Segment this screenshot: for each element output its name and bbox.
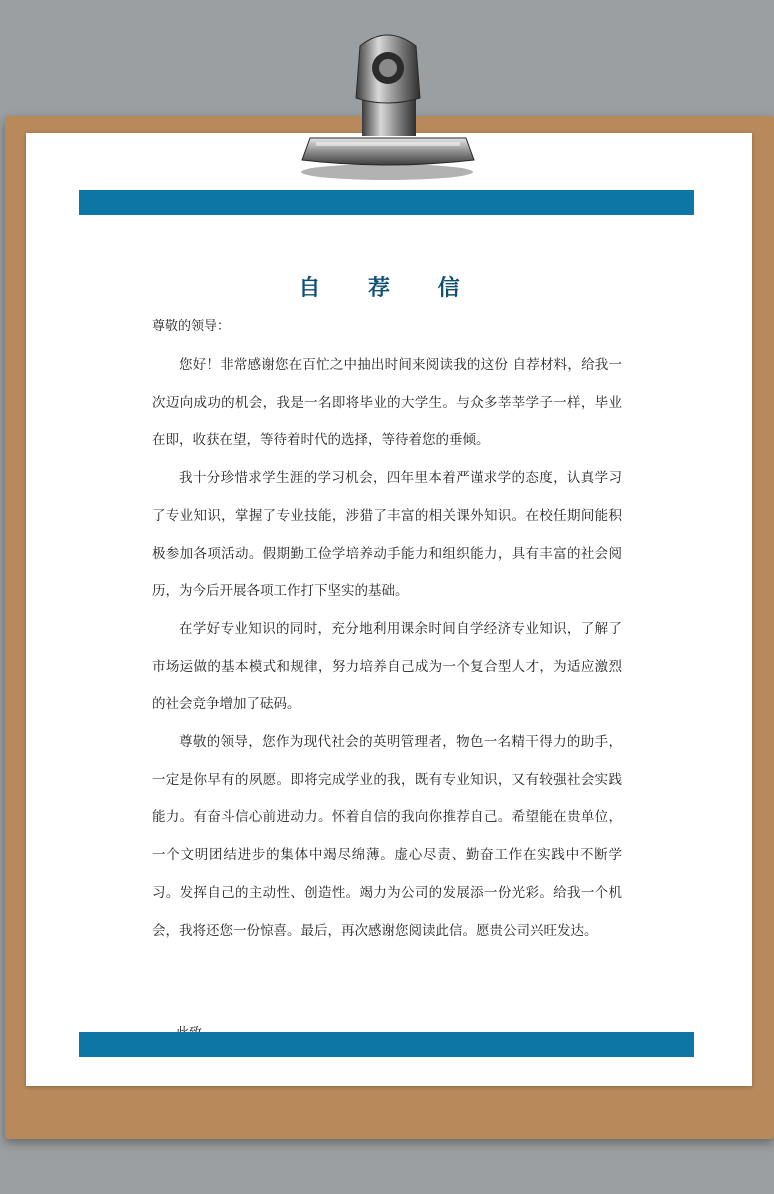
letter-body [152, 347, 622, 950]
footer-band [79, 1032, 694, 1057]
header-band [79, 190, 694, 215]
letter-title: 自 荐 信 [298, 275, 480, 301]
binder-clip-icon [292, 26, 482, 186]
letter-paper [26, 133, 752, 1086]
paragraph: 您好！非常感谢您在百忙之中抽出时间来阅读我的这份 自荐材料，给我一次迈向成功的机会，我是一名即将毕业的大学生。与众多莘莘学子一样，毕业在即，收获在望，等待着时代的选择，等待着您的垂倾。 [152, 357, 622, 449]
paragraph: 尊敬的领导，您作为现代社会的英明管理者，物色一名精干得力的助手，一定是你早有的夙愿。即将完成学业的我，既有专业知识，又有较强社会实践能力。有奋斗信心前进动力。怀着自信的我向你推荐自己。希望能在贵单位，一个文明团结进步的集体中竭尽绵薄。虚心尽责、勤奋工作在实践中不断学习。发挥自己的主动性、创造性。竭力为公司的发展添一份光彩。给我一个机会，我将还您一份惊喜。最后，再次感谢您阅读此信。愿贵公司兴旺发达。 [152, 734, 622, 939]
paragraph: 在学好专业知识的同时，充分地利用课余时间自学经济专业知识，了解了市场运做的基本模式和规律，努力培养自己成为一个复合型人才，为适应激烈的社会竞争增加了砝码。 [152, 620, 622, 713]
paragraph: 我十分珍惜求学生涯的学习机会，四年里本着严谨求学的态度，认真学习了专业知识，掌握了专业技能，涉猎了丰富的相关课外知识。在校任期间能积极参加各项活动。假期勤工俭学培养动手能力和组织能力，具有丰富的社会阅历，为今后开展各项工作打下坚实的基础。 [152, 470, 622, 600]
salutation: 尊敬的领导： [152, 319, 231, 334]
